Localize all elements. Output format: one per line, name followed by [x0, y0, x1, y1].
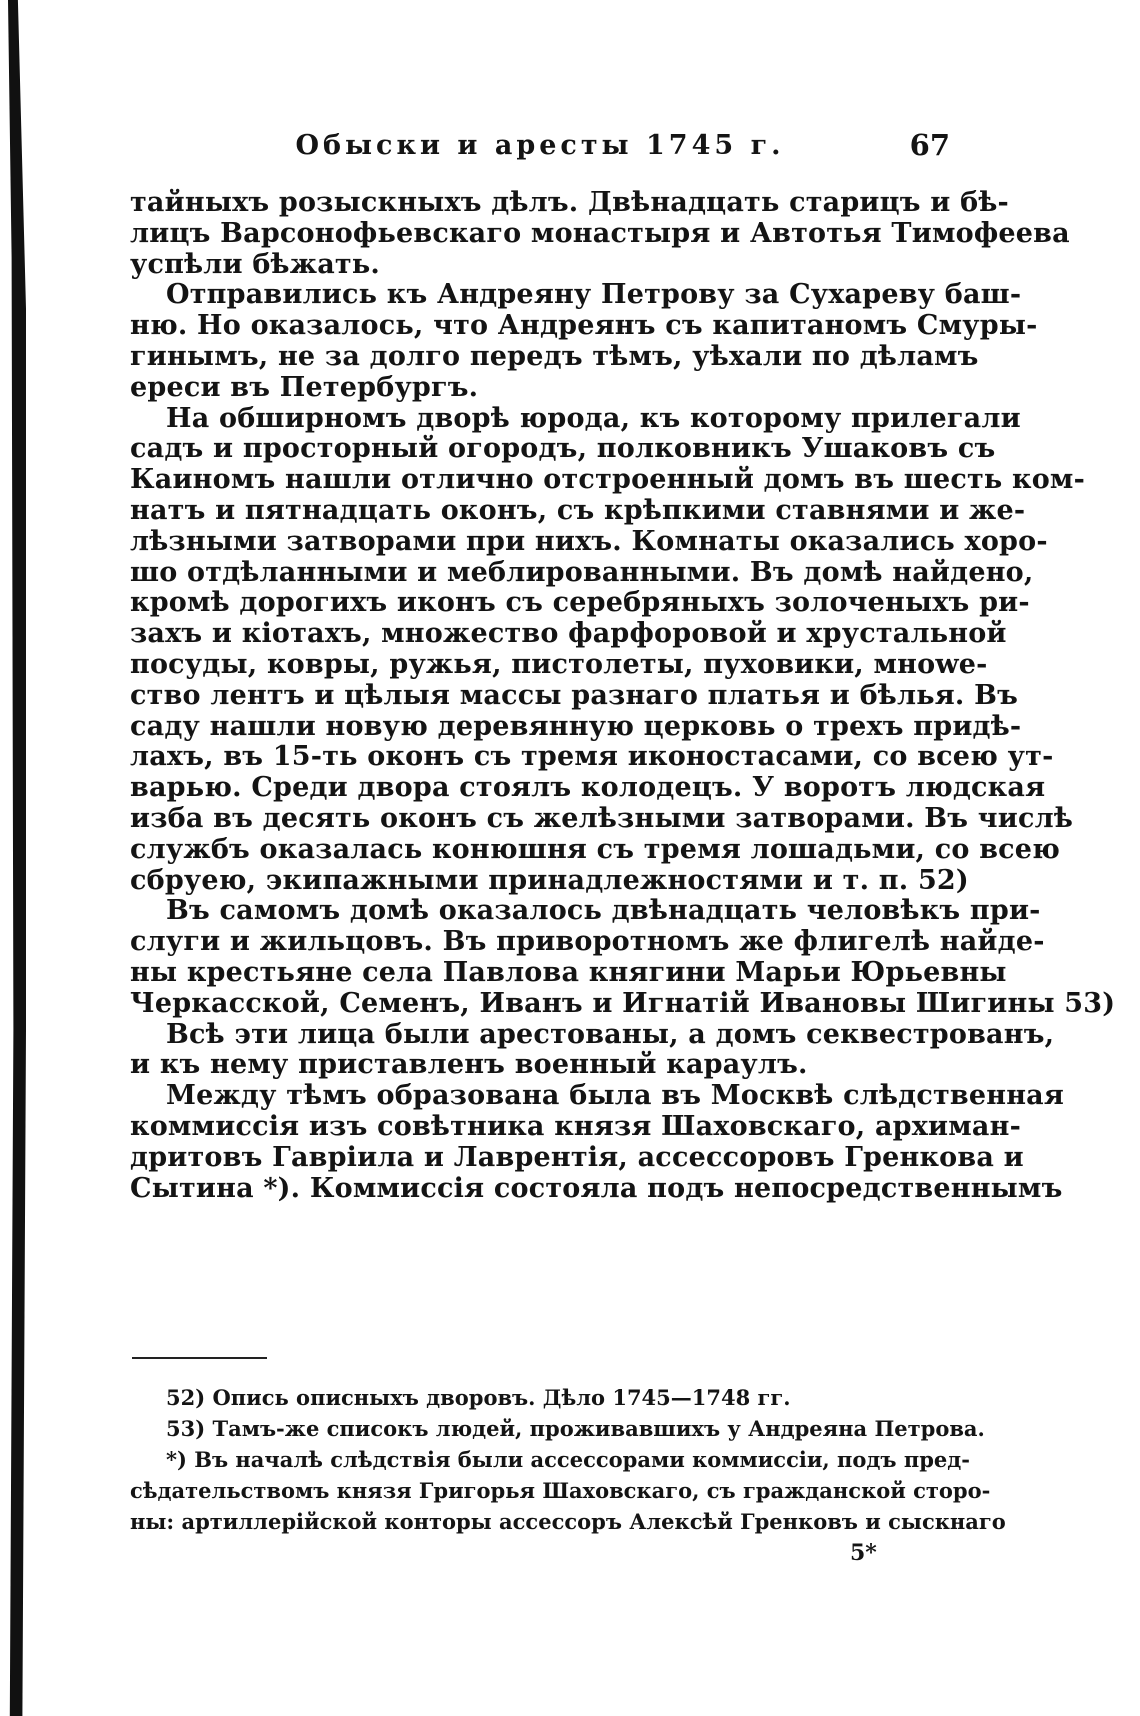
signature-mark: 5*: [850, 1540, 877, 1566]
page-header: [130, 128, 950, 168]
footnotes: [130, 1382, 1006, 1537]
text-line: сбруею, экипажными принадлежностями и т. п. 52): [130, 864, 969, 896]
text-line: Черкасской, Семенъ, Иванъ и Игнатій Ивановы Шигины 53): [130, 987, 1116, 1019]
text-line: Въ самомъ домѣ оказалось двѣнадцать человѣкъ при-: [166, 895, 1041, 927]
text-line: лицъ Варсонофьевскаго монастыря и Автотья Тимофеева: [130, 217, 1070, 249]
text-line: Отправились къ Андреяну Петрову за Сухареву баш-: [166, 279, 1022, 311]
binding-edge: [8, 0, 26, 1716]
footnote-line: *) Въ началѣ слѣдствія были ассессорами коммиссіи, подъ пред-: [166, 1447, 970, 1472]
text-line: ню. Но оказалось, что Андреянъ съ капитаномъ Смуры-: [130, 310, 1038, 342]
text-line: Каиномъ нашли отлично отстроенный домъ въ шесть ком-: [130, 464, 1085, 496]
footnote-line: сѣдательствомъ князя Григорья Шаховскаго, съ гражданской сторо-: [130, 1478, 991, 1503]
footnote-line: 53) Тамъ-же списокъ людей, проживавшихъ у Андреяна Петрова.: [166, 1416, 985, 1441]
text-line: Всѣ эти лица были арестованы, а домъ секвестрованъ,: [166, 1018, 1055, 1050]
text-line: и къ нему приставленъ военный караулъ.: [130, 1049, 808, 1081]
text-line: садъ и просторный огородъ, полковникъ Ушаковъ съ: [130, 433, 996, 465]
text-line: службъ оказалась конюшня съ тремя лошадьми, со всею: [130, 833, 1061, 865]
footnote-rule: [132, 1357, 267, 1359]
text-line: изба въ десять оконъ съ желѣзными затворами. Въ числѣ: [130, 802, 1074, 834]
text-line: шо отдѣланными и меблированными. Въ домѣ найдено,: [130, 556, 1034, 588]
body-text: [130, 187, 1116, 1204]
text-line: гинымъ, не за долго передъ тѣмъ, уѣхали по дѣламъ: [130, 340, 979, 372]
text-line: кромѣ дорогихъ иконъ съ серебряныхъ золоченыхъ ри-: [130, 587, 1030, 619]
text-line: ны крестьяне села Павлова княгини Марьи Юрьевны: [130, 956, 1007, 988]
text-line: захъ и кіотахъ, множество фарфоровой и хрустальной: [130, 618, 1007, 650]
text-line: лахъ, въ 15-ть оконъ съ тремя иконостасами, со всею ут-: [130, 741, 1054, 773]
text-line: коммиссія изъ совѣтника князя Шаховскаго, архиман-: [130, 1110, 1021, 1142]
text-line: ереси въ Петербургъ.: [130, 371, 479, 403]
text-line: Между тѣмъ образована была въ Москвѣ слѣдственная: [166, 1080, 1065, 1112]
text-line: тайныхъ розыскныхъ дѣлъ. Двѣнадцать старицъ и бѣ-: [130, 187, 1009, 218]
footnote-line: 52) Опись описныхъ дворовъ. Дѣло 1745—1748 гг.: [166, 1385, 791, 1410]
running-title: Обыски и аресты 1745 г.: [295, 130, 785, 161]
footnote-line: ны: артиллерійской конторы ассессоръ Алексѣй Гренковъ и сыскнаго: [130, 1509, 1006, 1534]
text-line: На обширномъ дворѣ юрода, къ которому прилегали: [166, 402, 1021, 434]
text-line: саду нашли новую деревянную церковь о трехъ придѣ-: [130, 710, 1022, 742]
text-line: слуги и жильцовъ. Въ приворотномъ же флигелѣ найде-: [130, 926, 1045, 958]
text-line: ство лентъ и цѣлыя массы разнаго платья и бѣлья. Въ: [130, 679, 1019, 711]
text-line: лѣзными затворами при нихъ. Комнаты оказались хоро-: [130, 525, 1048, 557]
text-line: натъ и пятнадцать оконъ, съ крѣпкими ставнями и же-: [130, 494, 1026, 526]
text-line: успѣли бѣжать.: [130, 248, 380, 280]
text-line: посуды, ковры, ружья, пистолеты, пуховики, мноwe-: [130, 648, 988, 680]
page-number: 67: [909, 128, 950, 162]
text-line: дритовъ Гавріила и Лаврентія, ассессоровъ Гренкова и: [130, 1141, 1024, 1173]
text-line: Сытина *). Коммиссія состояла подъ непосредственнымъ: [130, 1172, 1063, 1204]
text-line: варью. Среди двора стоялъ колодецъ. У воротъ людская: [130, 772, 1046, 804]
